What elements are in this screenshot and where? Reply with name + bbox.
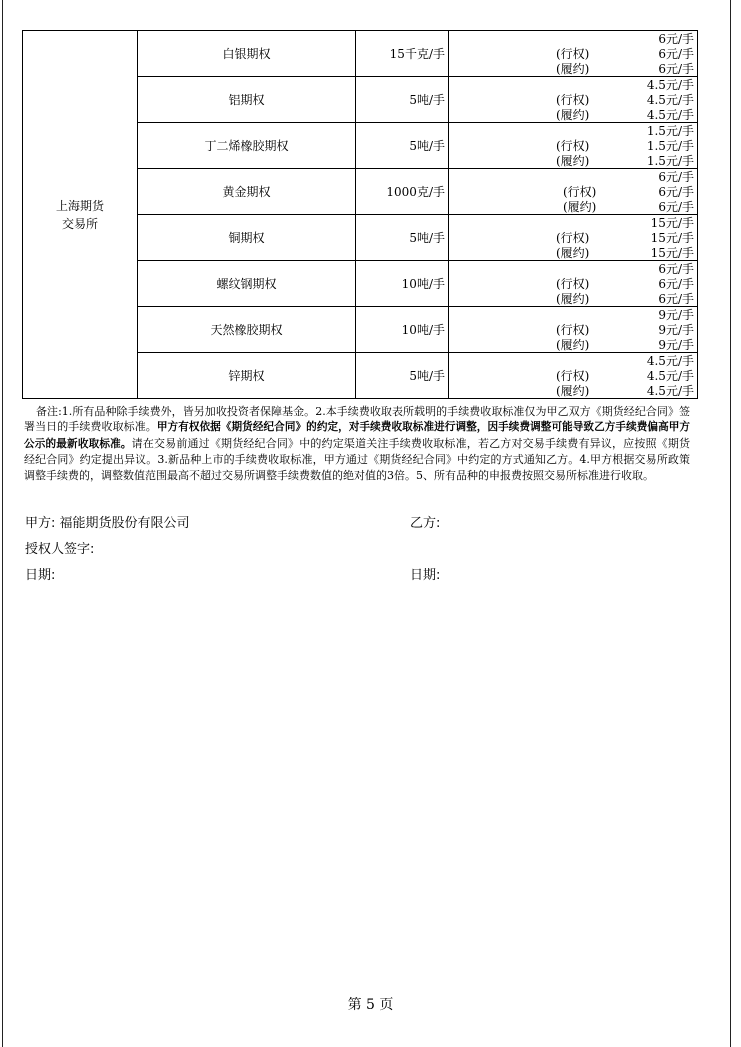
performance-label: (履约) xyxy=(556,153,590,168)
fee-labels xyxy=(556,93,589,123)
fee-cell xyxy=(449,261,698,307)
performance-fee: 6元/手 xyxy=(658,199,694,214)
fee-table xyxy=(22,30,698,399)
fee-values xyxy=(647,78,694,122)
product-name: 螺纹钢期权 xyxy=(138,261,356,307)
table-row xyxy=(23,31,698,77)
exercise-fee: 15元/手 xyxy=(650,230,694,245)
trading-unit: 5吨/手 xyxy=(356,123,449,169)
trade-fee: 6元/手 xyxy=(658,32,694,46)
performance-label: (履约) xyxy=(556,291,590,306)
remarks-text-part2: 请在交易前通过《期货经纪合同》中的约定渠道关注手续费收取标准，若乙方对交易手续费有异议，应按照《期货经纪合同》约定提出异议。3.新品种上市的手续费收取标准，甲方通过《期货经纪合同》中约定的方式通知乙方。4.甲方根据交易所政策调整手续费的，调整数值范围最高不超过交易所调整手续费数值的绝对值的3倍。5、所有品种的申报费按照交易所标准进行收取。 xyxy=(24,436,691,482)
fee-cell xyxy=(449,353,698,399)
performance-fee: 9元/手 xyxy=(658,337,694,352)
exercise-fee: 6元/手 xyxy=(658,46,694,61)
fee-labels xyxy=(556,369,589,399)
exercise-label: (行权) xyxy=(556,277,590,291)
trade-fee: 1.5元/手 xyxy=(646,124,694,138)
trading-unit: 10吨/手 xyxy=(356,261,449,307)
product-name: 黄金期权 xyxy=(138,169,356,215)
fee-labels xyxy=(556,47,589,77)
remarks-bold-text: 甲方有权依据《期货经纪合同》的约定，对手续费收取标准进行调整，因手续费调整可能导致乙方手续费偏高甲方公示的最新收取标准。 xyxy=(24,421,691,450)
exercise-fee: 6元/手 xyxy=(658,276,694,291)
exercise-label: (行权) xyxy=(556,47,590,61)
fee-cell xyxy=(449,169,698,215)
product-name: 白银期权 xyxy=(138,31,356,77)
exercise-label: (行权) xyxy=(556,139,590,153)
trade-fee: 6元/手 xyxy=(658,170,694,184)
party-a-label: 甲方: 福能期货股份有限公司 xyxy=(25,516,190,531)
party-b-label: 乙方: xyxy=(410,516,441,531)
performance-fee: 4.5元/手 xyxy=(646,383,694,398)
trading-unit: 10吨/手 xyxy=(356,307,449,353)
exercise-label: (行权) xyxy=(556,323,590,337)
performance-fee: 6元/手 xyxy=(658,61,694,76)
fee-cell xyxy=(449,307,698,353)
performance-fee: 15元/手 xyxy=(650,245,694,260)
product-name: 铝期权 xyxy=(138,77,356,123)
performance-label: (履约) xyxy=(556,337,590,352)
product-name: 丁二烯橡胶期权 xyxy=(138,123,356,169)
trade-fee: 4.5元/手 xyxy=(646,354,694,368)
trading-unit: 5吨/手 xyxy=(356,215,449,261)
exercise-label: (行权) xyxy=(556,231,590,245)
exercise-fee: 1.5元/手 xyxy=(646,138,694,153)
fee-cell xyxy=(449,215,698,261)
fee-labels xyxy=(556,277,589,307)
trade-fee: 15元/手 xyxy=(650,216,694,230)
remarks-text-part1: 备注:1.所有品种除手续费外，皆另加收投资者保障基金。2.本手续费收取表所载明的手续费收取标准仅为甲乙双方《期货经纪合同》签署当日的手续费收取标准。 xyxy=(24,405,690,434)
authorized-signature-label: 授权人签字: xyxy=(25,542,95,557)
performance-fee: 1.5元/手 xyxy=(646,153,694,168)
exercise-fee: 6元/手 xyxy=(658,184,694,199)
remarks-paragraph xyxy=(24,404,690,483)
performance-label: (履约) xyxy=(563,199,597,214)
party-b-date-label: 日期: xyxy=(410,568,441,583)
trade-fee: 6元/手 xyxy=(658,262,694,276)
exchange-name-cell xyxy=(23,31,138,399)
exchange-name-line2: 交易所 xyxy=(61,216,98,231)
fee-cell xyxy=(449,31,698,77)
page-right-edge xyxy=(730,0,731,1047)
fee-values xyxy=(658,308,694,352)
fee-labels xyxy=(556,231,589,261)
trading-unit: 1000克/手 xyxy=(356,169,449,215)
trade-fee: 4.5元/手 xyxy=(646,78,694,92)
trading-unit: 5吨/手 xyxy=(356,77,449,123)
performance-fee: 4.5元/手 xyxy=(646,107,694,122)
performance-label: (履约) xyxy=(556,245,590,260)
performance-label: (履约) xyxy=(556,61,590,76)
performance-label: (履约) xyxy=(556,107,590,122)
fee-cell xyxy=(449,77,698,123)
fee-values xyxy=(647,354,694,398)
fee-cell xyxy=(449,123,698,169)
page-number: 第 5 页 xyxy=(347,997,394,1013)
trade-fee: 9元/手 xyxy=(658,308,694,322)
fee-values xyxy=(647,124,694,168)
exercise-label: (行权) xyxy=(556,93,590,107)
fee-labels xyxy=(556,323,589,353)
exercise-label: (行权) xyxy=(563,185,597,199)
fee-values xyxy=(658,32,694,76)
product-name: 锌期权 xyxy=(138,353,356,399)
trading-unit: 5吨/手 xyxy=(356,353,449,399)
product-name: 铜期权 xyxy=(138,215,356,261)
exercise-label: (行权) xyxy=(556,369,590,383)
exercise-fee: 4.5元/手 xyxy=(646,368,694,383)
fee-values xyxy=(651,216,694,260)
trading-unit: 15千克/手 xyxy=(356,31,449,77)
performance-label: (履约) xyxy=(556,383,590,398)
fee-labels xyxy=(563,185,596,215)
product-name: 天然橡胶期权 xyxy=(138,307,356,353)
fee-labels xyxy=(556,139,589,169)
page-left-edge xyxy=(2,0,3,1047)
party-a-date-label: 日期: xyxy=(25,568,56,583)
exercise-fee: 9元/手 xyxy=(658,322,694,337)
exercise-fee: 4.5元/手 xyxy=(646,92,694,107)
fee-values xyxy=(658,170,694,214)
performance-fee: 6元/手 xyxy=(658,291,694,306)
exchange-name-line1: 上海期货 xyxy=(55,198,104,213)
fee-values xyxy=(658,262,694,306)
